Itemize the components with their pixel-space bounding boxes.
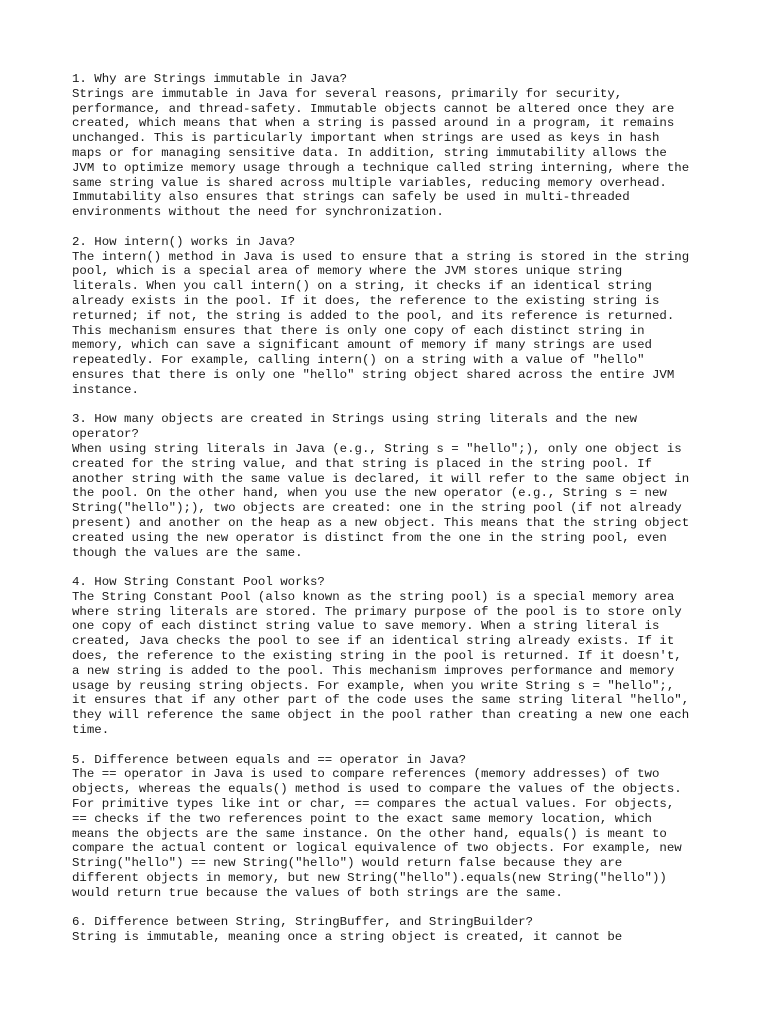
question-heading: 6. Difference between String, StringBuffer, and StringBuilder?: [72, 915, 534, 930]
answer-paragraph: The String Constant Pool (also known as the string pool) is a special memory area where string literals are stored. The primary purpose of the pool is to store only one copy of each distinct string value to save memory. When a string literal is created, Java checks the pool to see if an identical string already exists. If it does, the reference to the existing string in the pool is returned. If it doesn't, a new string is added to the pool. This mechanism improves performance and memory usage by reusing string objects. For example, when you write String s = "hello";, it ensures that if any other part of the code uses the same string literal "hello", they will reference the same object in the pool rather than creating a new one each time.: [72, 589, 690, 738]
qa-section-2: [72, 235, 712, 398]
question-heading: 3. How many objects are created in Strings using string literals and the new operator?: [72, 412, 638, 442]
answer-paragraph: String is immutable, meaning once a string object is created, it cannot be: [72, 930, 623, 945]
qa-section-4: [72, 575, 712, 738]
answer-paragraph: The intern() method in Java is used to ensure that a string is stored in the string pool, which is a special area of memory where the JVM stores unique string literals. When you call intern() on a string, it checks if an identical string already exists in the pool. If it does, the reference to the existing string is returned; if not, the string is added to the pool, and its reference is returned. This mechanism ensures that there is only one copy of each distinct string in memory, which can save a significant amount of memory if many strings are used repeatedly. For example, calling intern() on a string with a value of "hello" ensures that there is only one "hello" string object shared across the entire JVM instance.: [72, 249, 690, 397]
answer-paragraph: Strings are immutable in Java for several reasons, primarily for security, performance, and thread-safety. Immutable objects cannot be altered once they are created, which means that when a string is passed around in a program, it remains unchanged. This is particularly important when strings are used as keys in hash maps or for managing sensitive data. In addition, string immutability allows the JVM to optimize memory usage through a technique called string interning, where the same string value is shared across multiple variables, reducing memory overhead. Immutability also ensures that strings can safely be used in multi-threaded environments without the need for synchronization.: [72, 86, 690, 220]
qa-section-6: [72, 915, 712, 945]
question-heading: 1. Why are Strings immutable in Java?: [72, 72, 348, 86]
question-heading: 4. How String Constant Pool works?: [72, 575, 325, 590]
qa-section-5: [72, 753, 712, 901]
qa-section-1: [72, 72, 712, 220]
answer-paragraph: The == operator in Java is used to compare references (memory addresses) of two objects, whereas the equals() method is used to compare the values of the objects. For primitive types like int or char, == compares the actual values. For objects, == checks if the two references point to the exact same memory location, which means the objects are the same instance. On the other hand, equals() is meant to compare the actual content or logical equivalence of two objects. For example, new String("hello") == new String("hello") would return false because they are different objects in memory, but new String("hello").equals(new String("hello")) would return true because the values of both strings are the same.: [72, 767, 682, 900]
question-heading: 2. How intern() works in Java?: [72, 234, 296, 249]
answer-paragraph: When using string literals in Java (e.g., String s = "hello";), only one object is created for the string value, and that string is placed in the string pool. If another string with the same value is declared, it will refer to the same object in the pool. On the other hand, when you use the new operator (e.g., String s = new String("hello");), two objects are created: one in the string pool (if not already present) and another on the heap as a new object. This means that the string object created using the new operator is distinct from the one in the string pool, even though the values are the same.: [72, 441, 690, 560]
question-heading: 5. Difference between equals and == operator in Java?: [72, 752, 467, 767]
document-page: [72, 72, 712, 945]
qa-section-3: [72, 412, 712, 560]
